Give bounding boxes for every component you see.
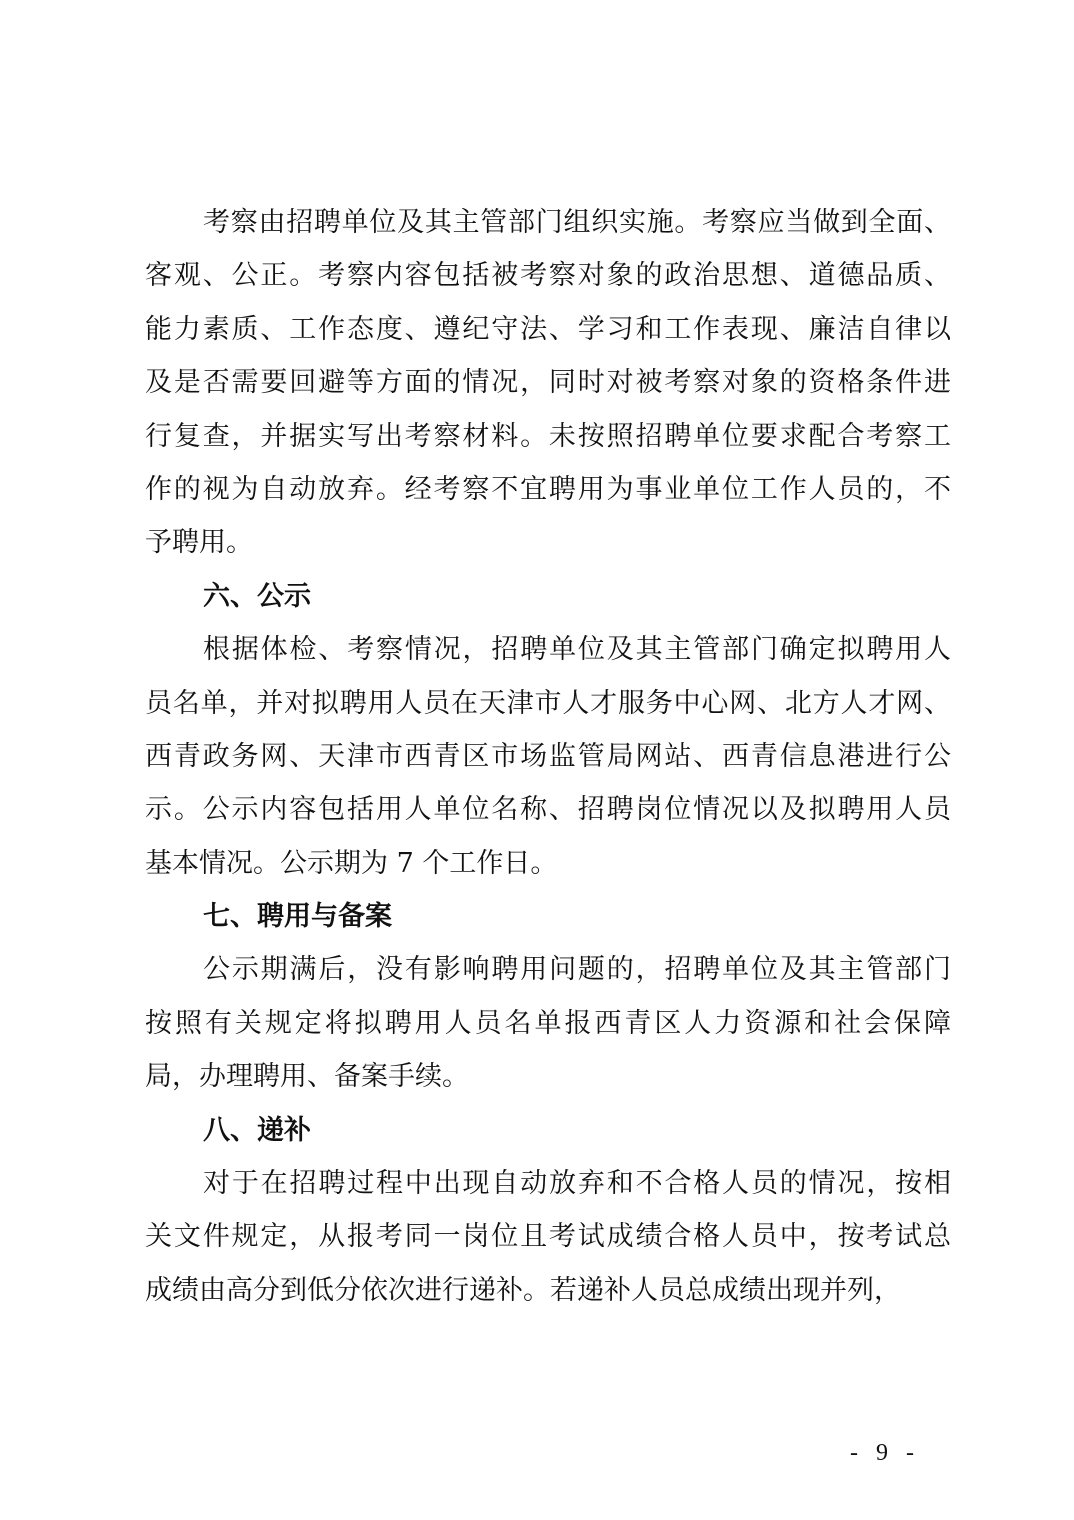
- page-number: - 9 -: [850, 1440, 920, 1466]
- text-line: 按照有关规定将拟聘用人员名单报西青区人力资源和社会保障: [145, 1007, 951, 1039]
- text-line: 局，办理聘用、备案手续。: [145, 1061, 469, 1093]
- section-heading: 七、聘用与备案: [203, 901, 392, 933]
- text-line: 公示期满后，没有影响聘用问题的，招聘单位及其主管部门: [203, 954, 951, 986]
- text-line: 根据体检、考察情况，招聘单位及其主管部门确定拟聘用人: [203, 634, 951, 666]
- section-heading: 八、递补: [203, 1114, 311, 1146]
- text-line: 及是否需要回避等方面的情况，同时对被考察对象的资格条件进: [145, 367, 951, 399]
- paragraph: [145, 623, 951, 890]
- text-line: 西青政务网、天津市西青区市场监管局网站、西青信息港进行公: [145, 740, 951, 772]
- section-heading: 六、公示: [203, 580, 311, 612]
- text-line: 考察由招聘单位及其主管部门组织实施。考察应当做到全面、: [203, 207, 951, 238]
- paragraph: [145, 196, 951, 570]
- document-body: [145, 196, 951, 1317]
- text-line: 基本情况。公示期为 7 个工作日。: [145, 847, 558, 879]
- text-line: 予聘用。: [145, 527, 253, 559]
- text-line: 作的视为自动放弃。经考察不宜聘用为事业单位工作人员的，不: [145, 473, 951, 505]
- text-line: 能力素质、工作态度、遵纪守法、学习和工作表现、廉洁自律以: [145, 313, 951, 345]
- text-line: 关文件规定，从报考同一岗位且考试成绩合格人员中，按考试总: [145, 1221, 951, 1253]
- paragraph: [145, 1157, 951, 1317]
- text-line: 对于在招聘过程中出现自动放弃和不合格人员的情况，按相: [203, 1168, 951, 1200]
- text-line: 员名单，并对拟聘用人员在天津市人才服务中心网、北方人才网、: [145, 687, 951, 719]
- text-line: 成绩由高分到低分依次进行递补。若递补人员总成绩出现并列，: [145, 1274, 901, 1306]
- text-line: 客观、公正。考察内容包括被考察对象的政治思想、道德品质、: [145, 260, 951, 292]
- text-line: 行复查，并据实写出考察材料。未按照招聘单位要求配合考察工: [145, 420, 951, 452]
- paragraph: [145, 943, 951, 1103]
- text-line: 示。公示内容包括用人单位名称、招聘岗位情况以及拟聘用人员: [145, 794, 951, 826]
